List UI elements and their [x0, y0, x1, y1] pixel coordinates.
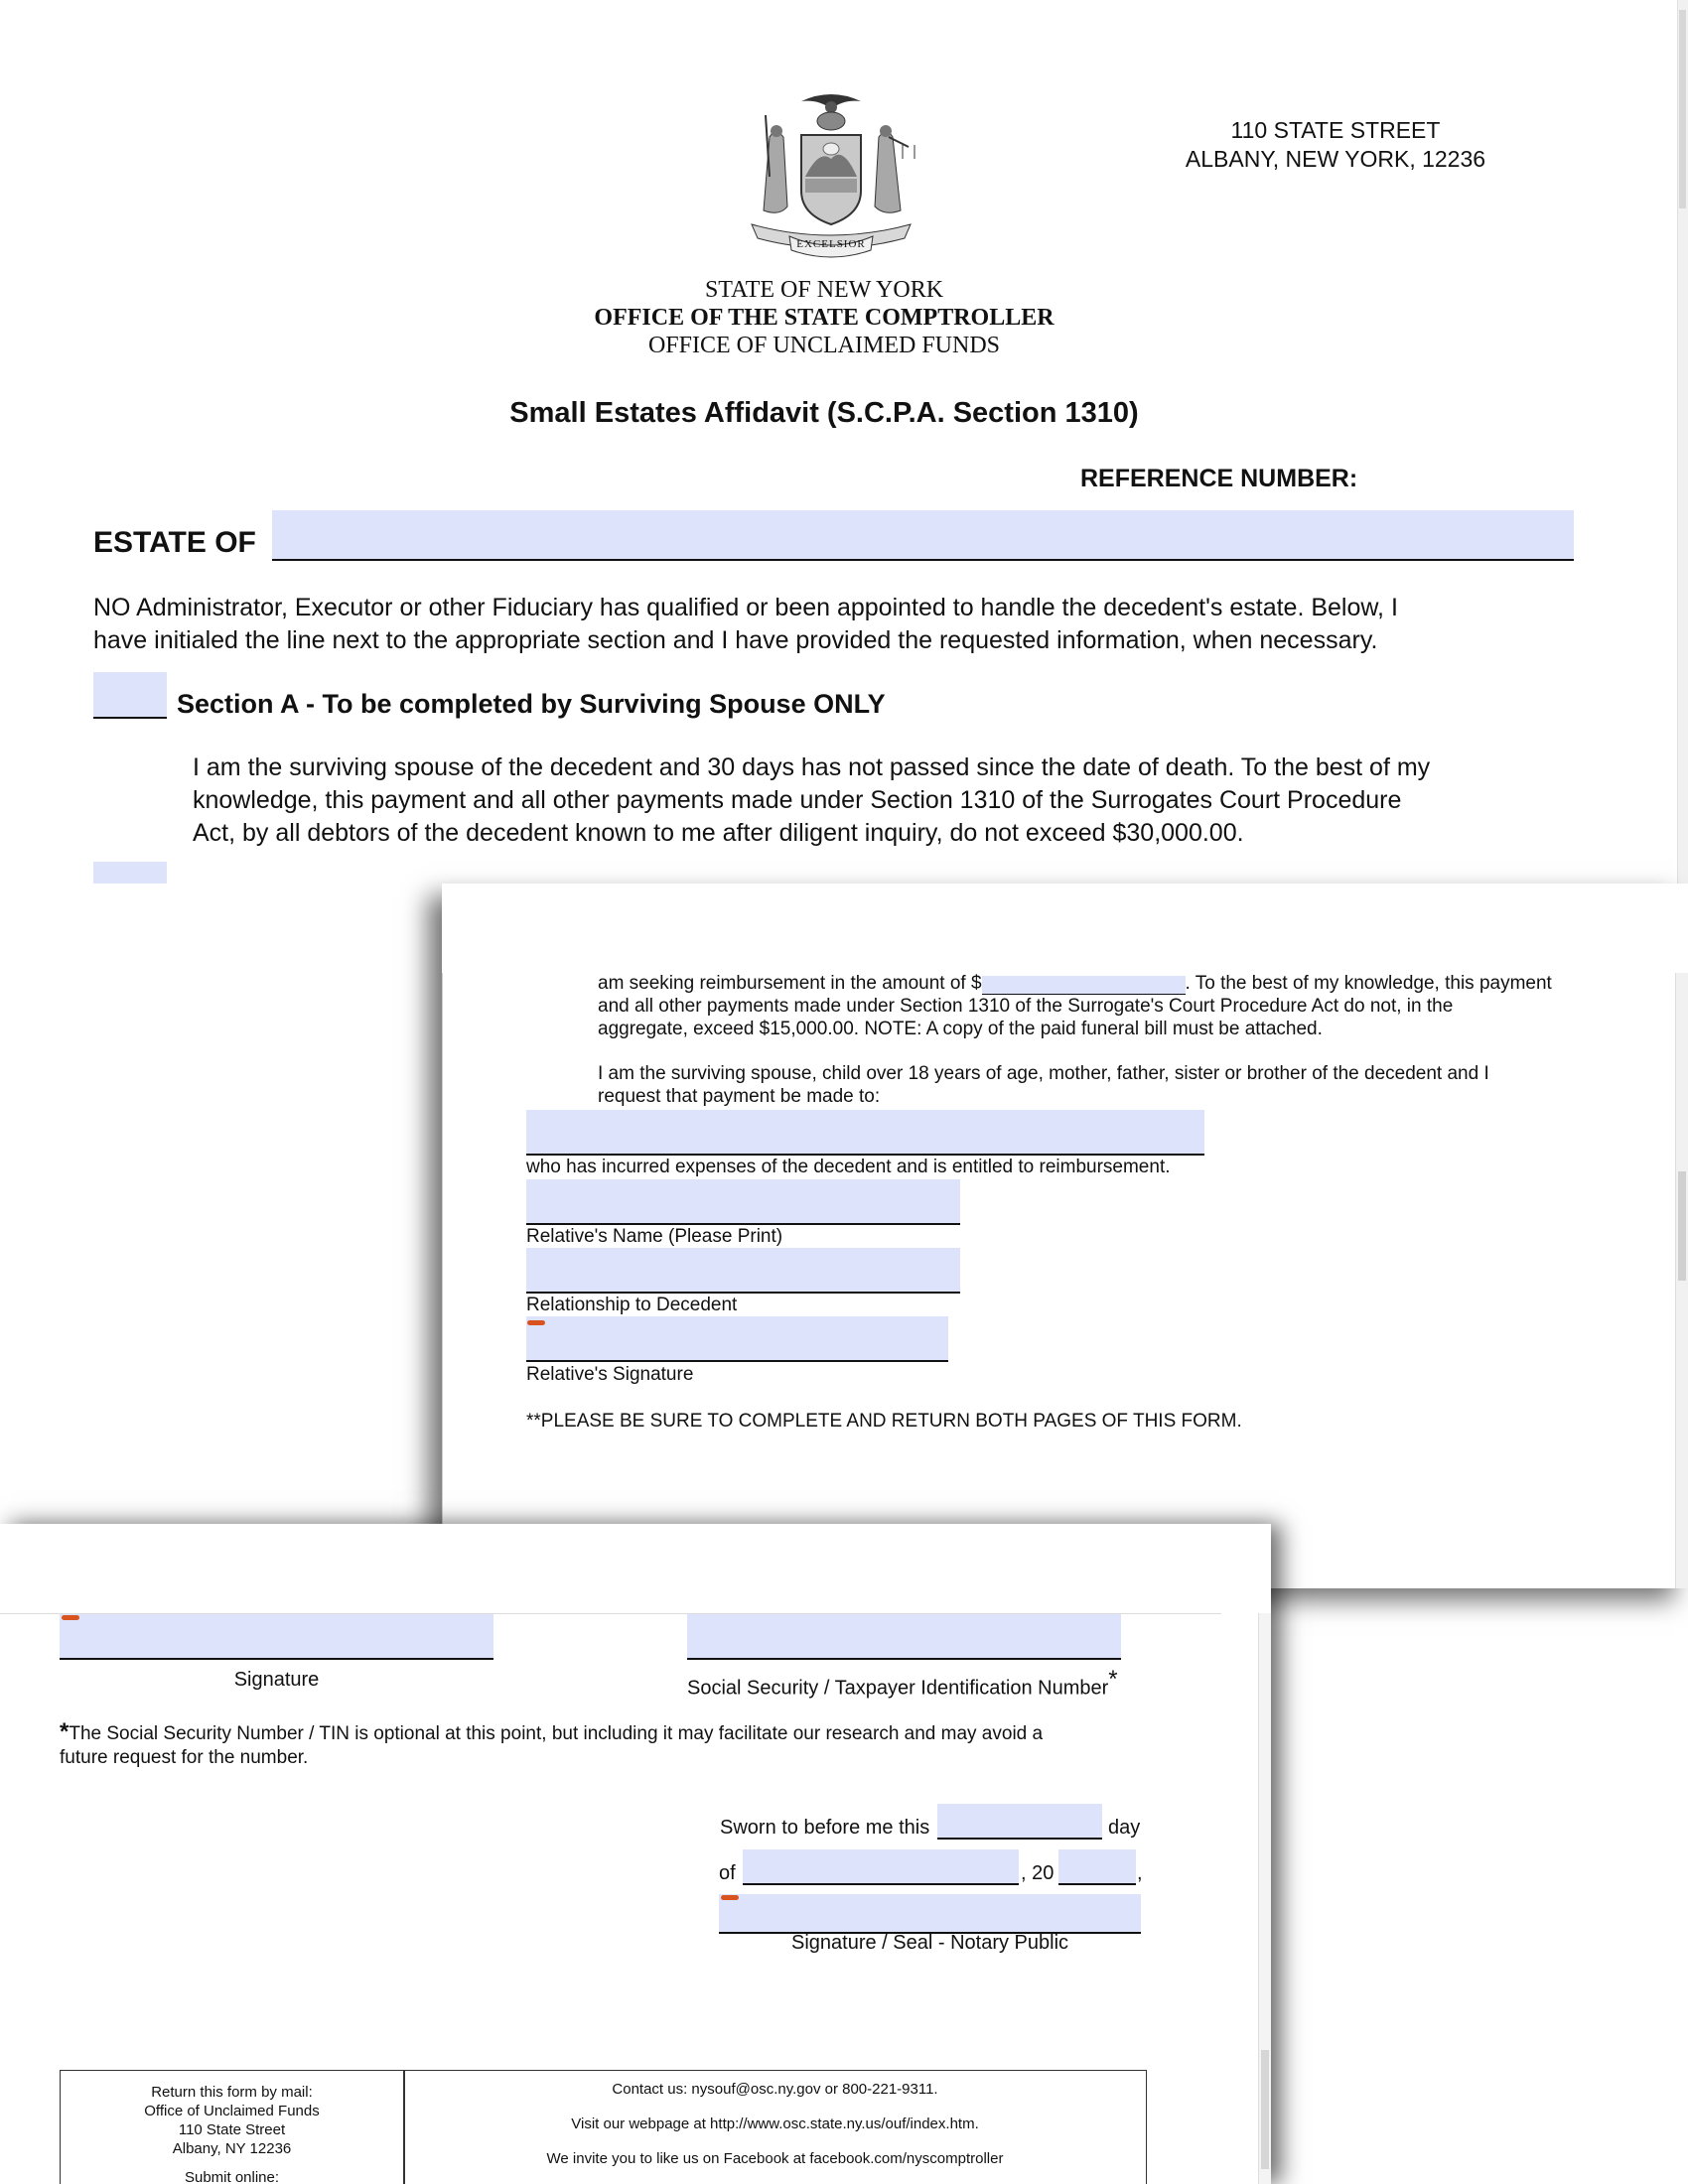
scrollbar-thumb[interactable]: [1678, 1171, 1686, 1281]
relative-name-input[interactable]: [526, 1179, 960, 1225]
ssn-note-line-2: future request for the number.: [60, 1747, 309, 1768]
relative-signature-input[interactable]: [526, 1316, 948, 1362]
page-one-view: [0, 0, 1688, 884]
of-label: of: [719, 1862, 736, 1884]
footer-contact-block: [404, 2081, 1146, 2167]
signature-marker-icon: [527, 1320, 545, 1325]
note-text: The Social Security Number / TIN is optional at this point, but including it may facilitate our research and may avoid a: [69, 1723, 1044, 1744]
signature-input[interactable]: [60, 1614, 493, 1660]
section-a-line-2: knowledge, this payment and all other payments made under Section 1310 of the Surrogates Court Procedure: [193, 786, 1402, 814]
page-one-scrollbar[interactable]: [1677, 0, 1688, 884]
ny-state-seal-icon: [740, 87, 923, 261]
ssn-note-line-1: [60, 1718, 1043, 1746]
section-a-line-3: Act, by all debtors of the decedent known to me after diligent inquiry, do not exceed $30,000.00.: [193, 819, 1244, 847]
signature-caption: Signature: [233, 1669, 320, 1691]
section-a-line-1: I am the surviving spouse of the decedent and 30 days has not passed since the date of death. To the best of my: [193, 753, 1431, 781]
section-b-initial-input[interactable]: [93, 862, 167, 884]
agency-line-1: STATE OF NEW YORK: [704, 277, 944, 303]
footer-webpage: Visit our webpage at http://www.osc.state.ny.us/ouf/index.htm.: [571, 2116, 979, 2132]
mail-line-3: 110 State Street: [178, 2121, 286, 2138]
scrollbar-thumb[interactable]: [1679, 10, 1686, 208]
page-three-scrollbar[interactable]: [1258, 1613, 1271, 2184]
scrollbar-thumb[interactable]: [1261, 2050, 1269, 2169]
footer-contact: Contact us: nysouf@osc.ny.gov or 800-221-9311.: [612, 2081, 938, 2098]
page-three-view: [0, 1524, 1271, 2184]
footer-box: [60, 2070, 1147, 2184]
year-suffix: ,: [1137, 1862, 1143, 1884]
intro-line-1: NO Administrator, Executor or other Fiduciary has qualified or been appointed to handle the decedent's estate. Below, I: [93, 594, 1398, 621]
mail-line-1: Return this form by mail:: [151, 2084, 313, 2101]
sworn-day-input[interactable]: [937, 1804, 1102, 1840]
sworn-month-input[interactable]: [743, 1849, 1019, 1885]
reference-number-label: REFERENCE NUMBER:: [1080, 465, 1358, 492]
sworn-prefix: Sworn to before me this: [720, 1817, 930, 1839]
note-asterisk: *: [60, 1718, 70, 1745]
ssn-tin-caption-text: Social Security / Taxpayer Identification Number: [687, 1677, 1109, 1700]
estate-of-input[interactable]: [272, 510, 1574, 561]
estate-label: ESTATE OF: [93, 526, 256, 559]
section-b-line-2: and all other payments made under Section 1310 of the Surrogate's Court Procedure Act do not, in the: [598, 996, 1454, 1017]
ssn-tin-caption: [687, 1666, 1118, 1701]
signature-marker-icon: [721, 1895, 739, 1900]
section-b-para2-line-2: request that payment be made to:: [598, 1086, 881, 1107]
relative-name-caption: Relative's Name (Please Print): [526, 1226, 783, 1247]
relationship-input[interactable]: [526, 1248, 960, 1294]
form-title: Small Estates Affidavit (S.C.P.A. Section 1310): [509, 397, 1139, 429]
footer-mail-block: [61, 2083, 403, 2184]
payee-caption: who has incurred expenses of the decedent and is entitled to reimbursement.: [526, 1157, 1171, 1177]
address-line-1: 110 STATE STREET: [1230, 117, 1441, 143]
page-two-scrollbar[interactable]: [1675, 973, 1688, 1588]
section-b-line-3: aggregate, exceed $15,000.00. NOTE: A copy of the paid funeral bill must be attached.: [598, 1019, 1323, 1039]
sworn-year-input[interactable]: [1058, 1849, 1136, 1885]
agency-line-3: OFFICE OF UNCLAIMED FUNDS: [647, 333, 1001, 358]
section-a-initial-input[interactable]: [93, 672, 167, 719]
intro-line-2: have initialed the line next to the appropriate section and I have provided the requested information, when necessary.: [93, 626, 1378, 654]
sworn-suffix: day: [1108, 1817, 1141, 1839]
seek-amount-input[interactable]: [982, 976, 1186, 995]
payee-input[interactable]: [526, 1110, 1204, 1156]
relationship-caption: Relationship to Decedent: [526, 1295, 738, 1315]
relative-signature-caption: Relative's Signature: [526, 1364, 694, 1385]
footer-facebook: We invite you to like us on Facebook at facebook.com/nyscomptroller: [546, 2150, 1004, 2167]
mail-line-5: Submit online:: [184, 2169, 280, 2184]
seal-motto: EXCELSIOR: [796, 238, 866, 250]
section-b-seek-line: [598, 973, 1552, 995]
section-a-title: Section A - To be completed by Surviving Spouse ONLY: [177, 689, 886, 719]
signature-marker-icon: [62, 1615, 79, 1620]
section-b-para2-line-1: I am the surviving spouse, child over 18 years of age, mother, father, sister or brother of the decedent and I: [598, 1063, 1489, 1084]
page-edge: [442, 973, 443, 1588]
ssn-tin-input[interactable]: [687, 1614, 1121, 1660]
page-two-view: [442, 884, 1688, 1588]
agency-line-2: OFFICE OF THE STATE COMPTROLLER: [594, 305, 1055, 331]
year-prefix: , 20: [1021, 1862, 1055, 1884]
notary-signature-input[interactable]: [719, 1894, 1141, 1934]
notary-caption: Signature / Seal - Notary Public: [790, 1932, 1069, 1954]
return-both-pages-reminder: **PLEASE BE SURE TO COMPLETE AND RETURN BOTH PAGES OF THIS FORM.: [526, 1411, 1242, 1432]
ssn-asterisk: *: [1108, 1666, 1118, 1693]
seek-suffix: . To the best of my knowledge, this payment: [1185, 973, 1552, 994]
mail-line-4: Albany, NY 12236: [172, 2140, 292, 2157]
mail-line-2: Office of Unclaimed Funds: [144, 2103, 320, 2119]
seek-prefix: am seeking reimbursement in the amount of $: [598, 973, 982, 994]
address-line-2: ALBANY, NEW YORK, 12236: [1185, 146, 1486, 172]
